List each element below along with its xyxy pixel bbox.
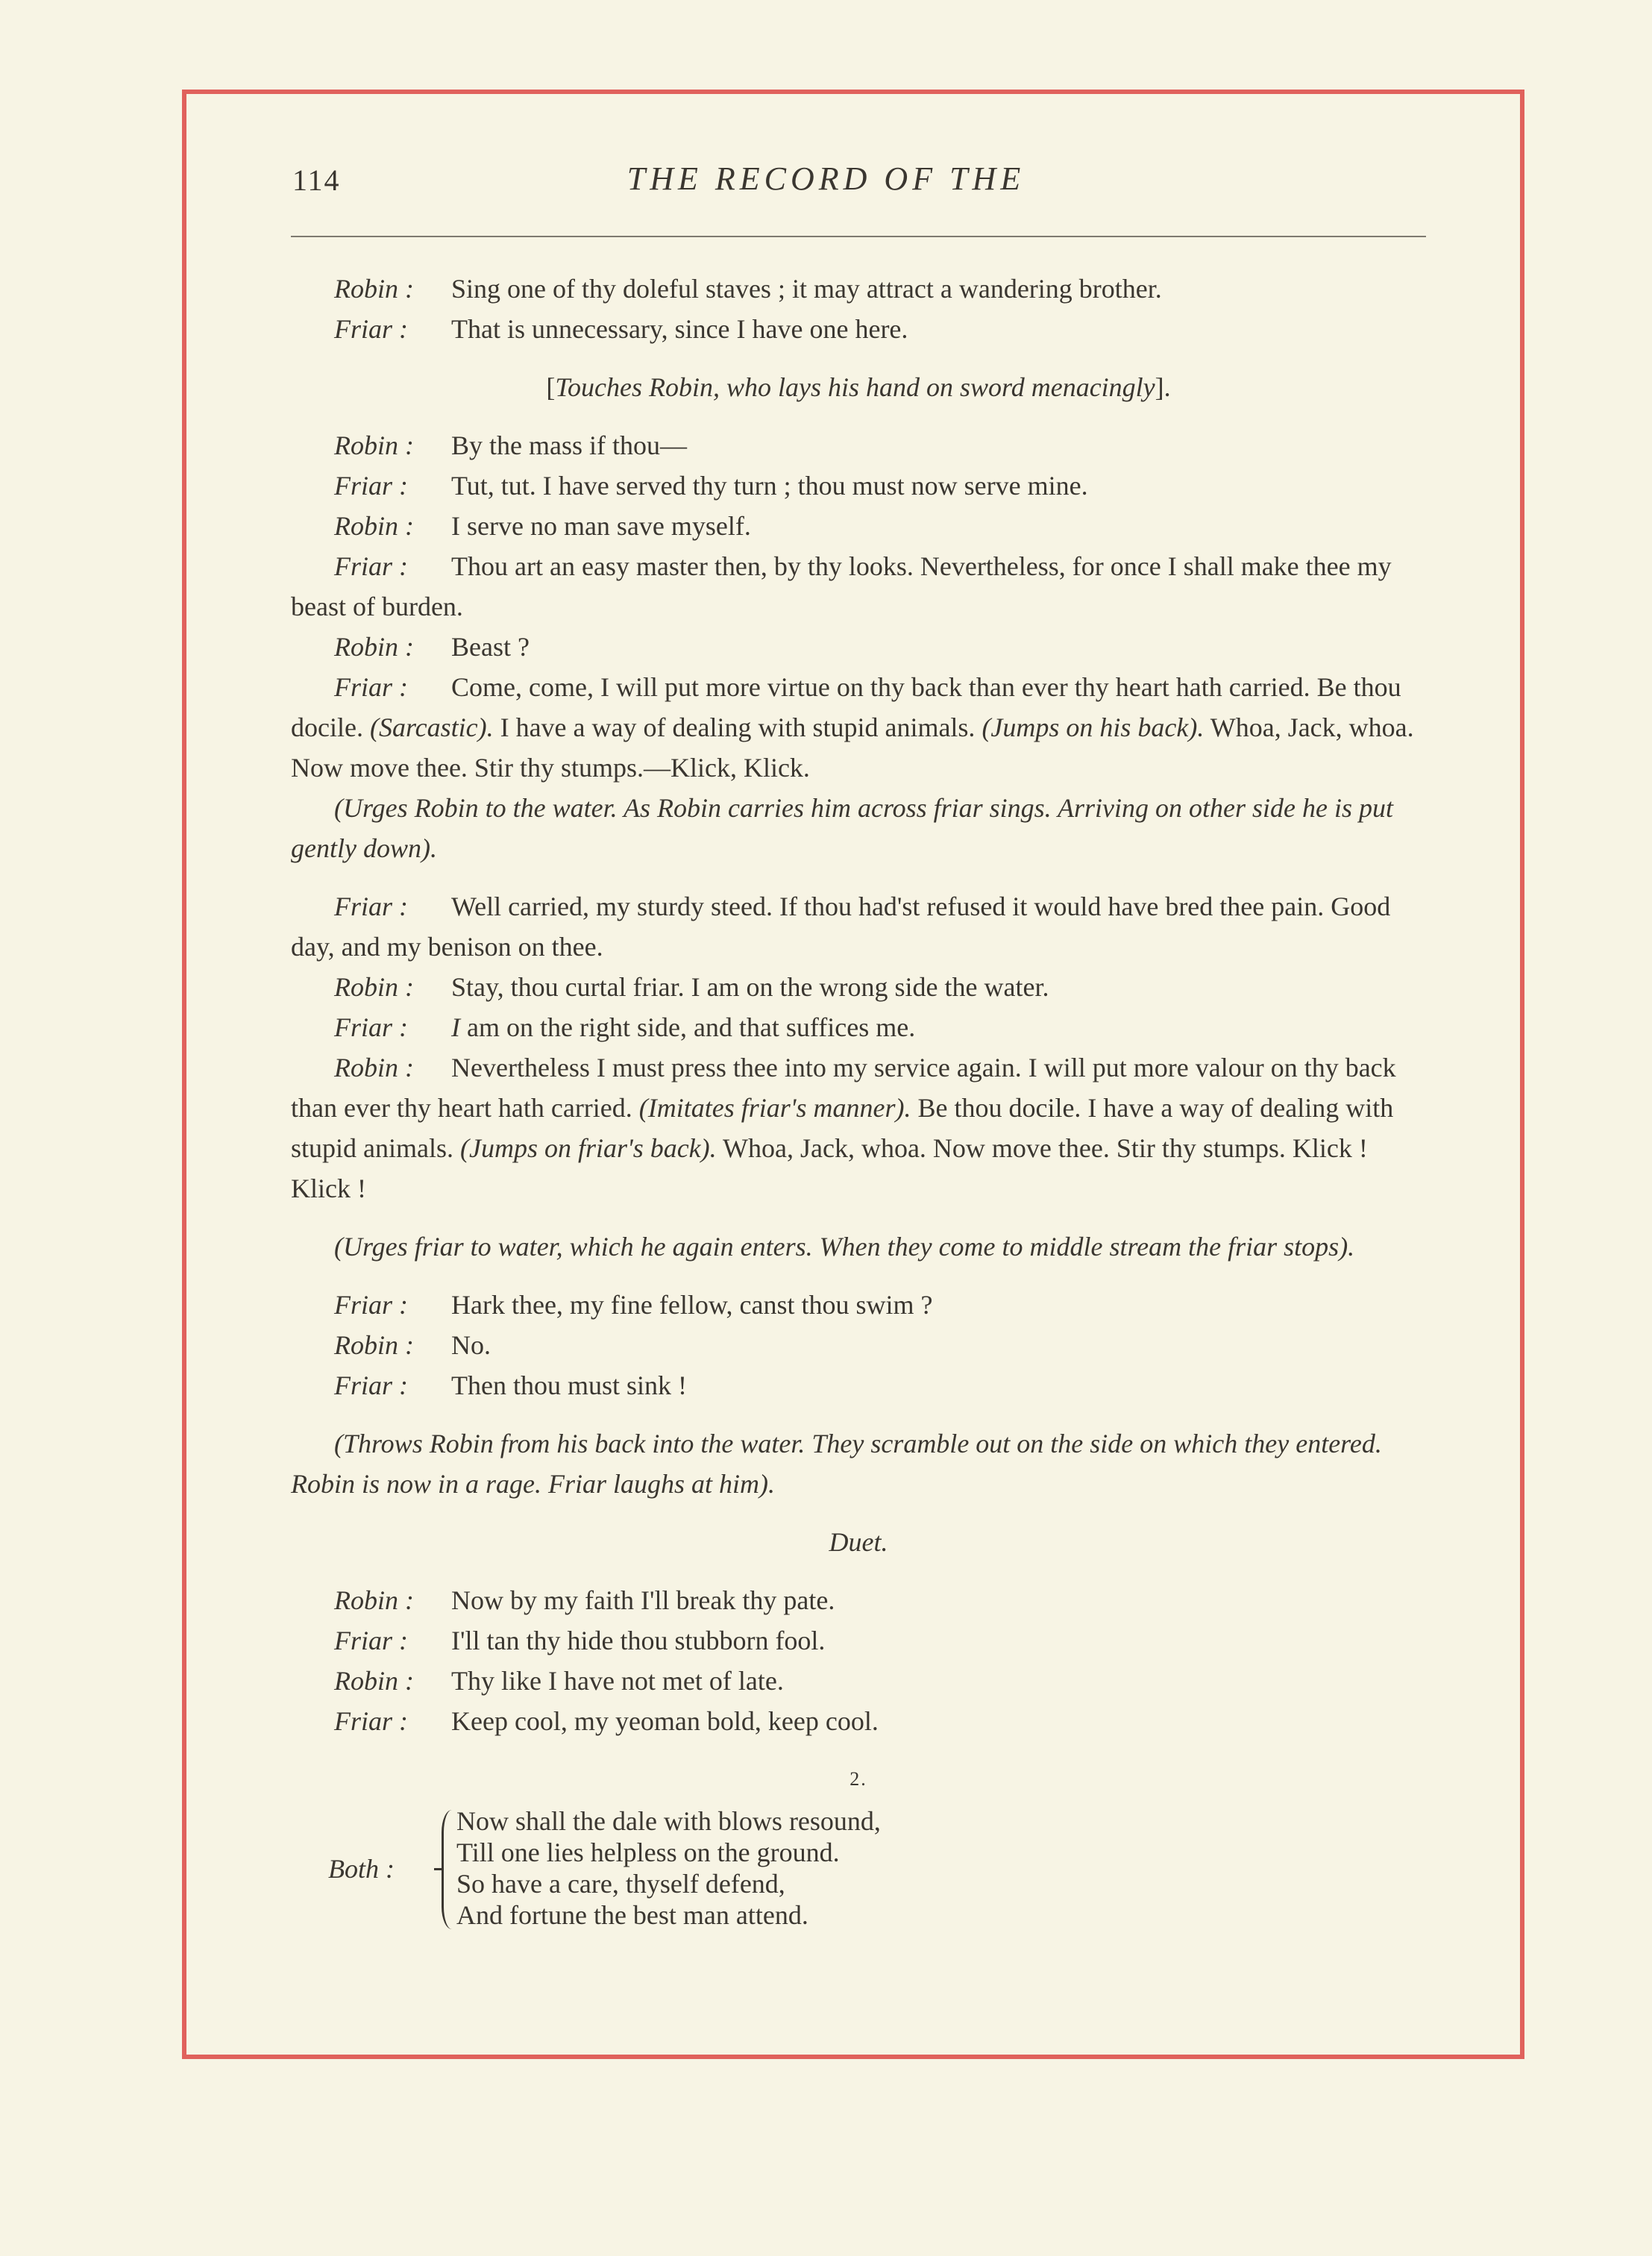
dialogue-line (291, 1701, 1426, 1741)
line-text: Well carried, my sturdy steed. If thou had'st refused it would have bred thee pain. Good day, and my benison on thee. (291, 892, 1391, 962)
line-text: I have a way of dealing with stupid animals. (500, 712, 976, 742)
speaker-label: Robin : (334, 1053, 414, 1082)
line-text: I serve no man save myself. (451, 511, 751, 541)
speaker-label: Friar : (334, 1290, 408, 1320)
line-text: No. (451, 1330, 491, 1360)
dialogue-line (291, 1007, 1426, 1047)
speaker-label: Friar : (334, 471, 408, 501)
line-text: By the mass if thou— (451, 430, 687, 460)
speaker-label: Robin : (334, 1330, 414, 1360)
dialogue-line (291, 269, 1426, 309)
dialogue-line (291, 1365, 1426, 1406)
dialogue-paragraph (291, 667, 1426, 788)
line-text: Whoa, Jack, whoa. Now move thee. Stir thy stumps.—Klick, Klick. (291, 712, 1414, 783)
speaker-label: Friar : (334, 1370, 408, 1400)
inline-direction: (Jumps on his back). (982, 712, 1205, 742)
verse-number: 2. (849, 1768, 867, 1790)
line-text: Thy like I have not met of late. (451, 1666, 784, 1696)
line-text: That is unnecessary, since I have one here. (451, 314, 908, 344)
speaker-label: Robin : (334, 430, 414, 460)
speaker-label: Friar : (334, 314, 408, 344)
speaker-label: Friar : (334, 672, 408, 702)
duet-title: Duet. (829, 1527, 888, 1557)
speaker-label: Robin : (334, 1666, 414, 1696)
line-text: Sing one of thy doleful staves ; it may attract a wandering brother. (451, 274, 1162, 304)
dialogue-line (291, 627, 1426, 667)
line-text: Now by my faith I'll break thy pate. (451, 1585, 835, 1615)
speaker-label: Robin : (334, 511, 414, 541)
verse-line: So have a care, thyself defend, (456, 1869, 785, 1899)
bracket: [ (546, 372, 556, 402)
speaker-label: Robin : (334, 1585, 414, 1615)
bracket: ]. (1155, 372, 1171, 402)
speaker-label: Both : (328, 1854, 395, 1884)
dialogue-line (291, 1285, 1426, 1325)
verse-lines (456, 1805, 881, 1931)
line-text: Be thou docile. I have a way of dealing with stupid animals. (291, 1093, 1394, 1163)
both-verse (291, 1805, 1426, 1940)
stage-direction: (Throws Robin from his back into the water. They scramble out on the side on which they entered. Robin is now in a rage. Friar laughs at him). (291, 1429, 1382, 1499)
dialogue-line (291, 466, 1426, 506)
play-text (291, 269, 1426, 1940)
header-rule (291, 236, 1426, 237)
page-number: 114 (292, 163, 341, 197)
line-text: Come, come, I will put more virtue on thy back than ever thy heart hath carried. Be thou docile. (291, 672, 1401, 742)
brace-icon (442, 1810, 454, 1929)
stage-direction: (Urges Robin to the water. As Robin carries him across friar sings. Arriving on other side he is put gently down). (291, 793, 1393, 863)
line-text: Hark thee, my fine fellow, canst thou swim ? (451, 1290, 933, 1320)
line-text: Nevertheless I must press thee into my service again. I will put more valour on thy back than ever thy heart hath carried. (291, 1053, 1396, 1123)
dialogue-paragraph (291, 886, 1426, 967)
dialogue-line (291, 309, 1426, 349)
line-text: Beast ? (451, 632, 530, 662)
dialogue-line (291, 1325, 1426, 1365)
speaker-label: Friar : (334, 892, 408, 921)
speaker-label: Robin : (334, 274, 414, 304)
speaker-label: Friar : (334, 1626, 408, 1655)
line-text: Thou art an easy master then, by thy looks. Nevertheless, for once I shall make thee my beast of burden. (291, 551, 1392, 621)
line-text: Stay, thou curtal friar. I am on the wrong side the water. (451, 972, 1049, 1002)
verse-line: And fortune the best man attend. (456, 1900, 808, 1930)
dialogue-line (291, 967, 1426, 1007)
line-text: Tut, tut. I have served thy turn ; thou must now serve mine. (451, 471, 1088, 501)
speaker-label: Friar : (334, 1706, 408, 1736)
direction-text: Touches Robin, who lays his hand on sword menacingly (555, 372, 1155, 402)
dialogue-line (291, 1661, 1426, 1701)
line-text: am on the right side, and that suffices me. (467, 1012, 916, 1042)
brace-tick (434, 1868, 443, 1870)
dialogue-line (291, 425, 1426, 466)
dialogue-paragraph (291, 546, 1426, 627)
speaker-label: Friar : (334, 551, 408, 581)
dialogue-line (291, 1620, 1426, 1661)
inline-direction: (Sarcastic). (369, 712, 494, 742)
stage-direction (291, 367, 1426, 407)
line-text: Whoa, Jack, whoa. Now move thee. Stir thy stumps. Klick ! Klick ! (291, 1133, 1368, 1203)
verse-line: Now shall the dale with blows resound, (456, 1806, 881, 1836)
dialogue-line (291, 1580, 1426, 1620)
speaker-label: Robin : (334, 972, 414, 1002)
dialogue-paragraph (291, 1047, 1426, 1209)
running-title: THE RECORD OF THE (626, 160, 1026, 197)
speaker-label: Friar : (334, 1012, 408, 1042)
inline-direction: (Jumps on friar's back). (460, 1133, 717, 1163)
line-text: I'll tan thy hide thou stubborn fool. (451, 1626, 826, 1655)
emphasis: I (451, 1012, 460, 1042)
line-text: Keep cool, my yeoman bold, keep cool. (451, 1706, 879, 1736)
inline-direction: (Imitates friar's manner). (638, 1093, 911, 1123)
stage-direction: (Urges friar to water, which he again enters. When they come to middle stream the friar stops). (334, 1232, 1355, 1262)
verse-line: Till one lies helpless on the ground. (456, 1837, 840, 1867)
speaker-label: Robin : (334, 632, 414, 662)
line-text: Then thou must sink ! (451, 1370, 687, 1400)
dialogue-line (291, 506, 1426, 546)
